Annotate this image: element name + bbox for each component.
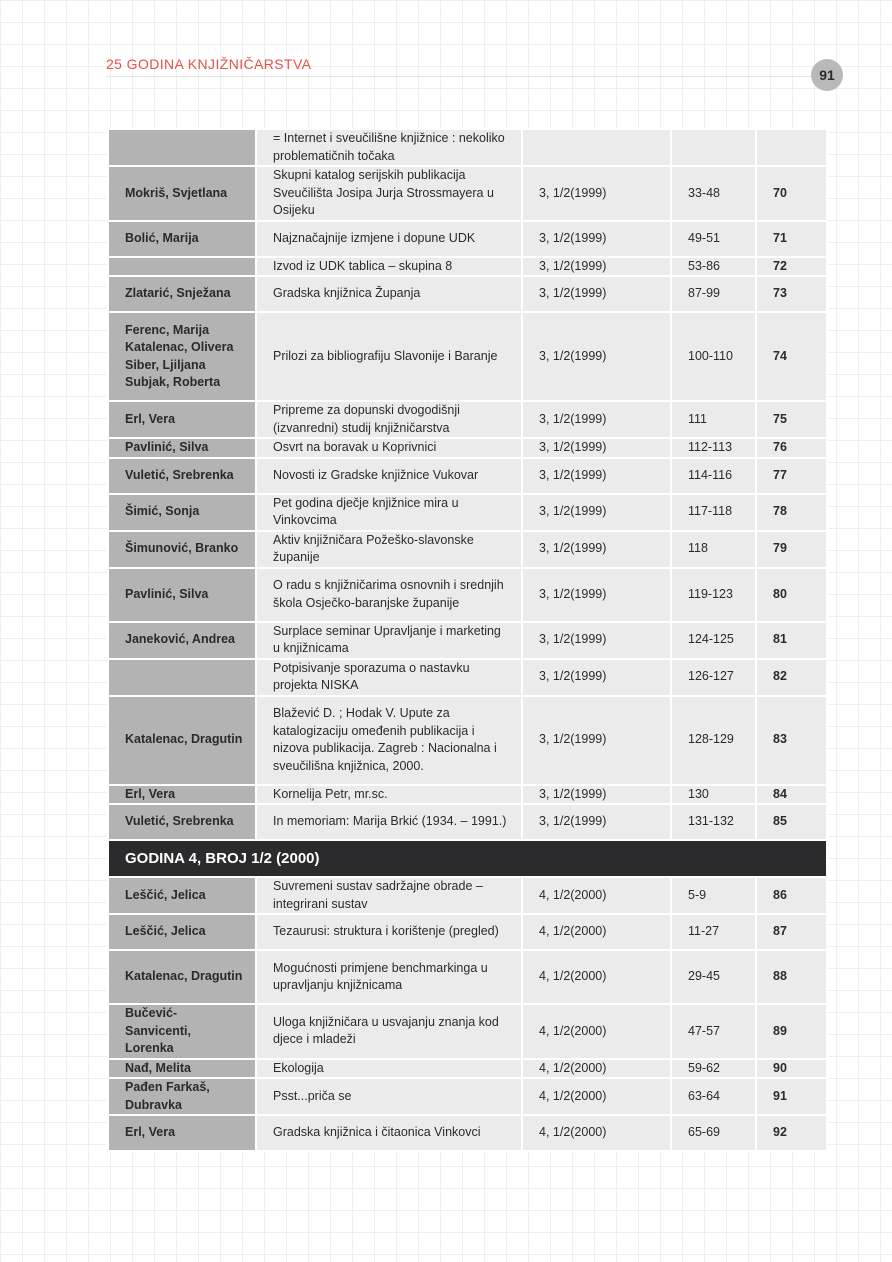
entry-number-cell: 71 xyxy=(756,221,827,257)
table-row xyxy=(108,1059,827,1079)
author-cell: Pavlinić, Silva xyxy=(108,568,256,622)
author-cell: Vuletić, Srebrenka xyxy=(108,804,256,840)
section-header-row xyxy=(108,840,827,877)
issue-cell: 3, 1/2(1999) xyxy=(522,221,671,257)
running-header: 25 GODINA KNJIŽNIČARSTVA xyxy=(106,56,312,72)
author-cell: Bolić, Marija xyxy=(108,221,256,257)
author-cell: Pađen Farkaš, Dubravka xyxy=(108,1078,256,1115)
author-cell: Leščić, Jelica xyxy=(108,914,256,950)
table-row xyxy=(108,438,827,458)
title-cell: Gradska knjižnica i čitaonica Vinkovci xyxy=(256,1115,522,1151)
pages-cell: 131-132 xyxy=(671,804,756,840)
author-cell xyxy=(108,659,256,696)
entry-number-cell: 80 xyxy=(756,568,827,622)
author-cell: Leščić, Jelica xyxy=(108,877,256,914)
pages-cell: 11-27 xyxy=(671,914,756,950)
header-divider xyxy=(106,76,811,77)
author-cell: Mokriš, Svjetlana xyxy=(108,166,256,221)
title-cell: Pripreme za dopunski dvogodišnji (izvanredni) studij knjižničarstva xyxy=(256,401,522,438)
author-cell: Zlatarić, Snježana xyxy=(108,276,256,312)
table-row xyxy=(108,659,827,696)
pages-cell xyxy=(671,129,756,166)
entry-number-cell: 85 xyxy=(756,804,827,840)
author-cell: Katalenac, Dragutin xyxy=(108,950,256,1004)
title-cell: Blažević D. ; Hodak V. Upute za katalogizaciju omeđenih publikacija i nizova publikacija. Zagreb : Nacionalna i sveučilišna knjižnica, 2000. xyxy=(256,696,522,785)
entry-number-cell xyxy=(756,129,827,166)
entry-number-cell: 76 xyxy=(756,438,827,458)
issue-cell: 3, 1/2(1999) xyxy=(522,494,671,531)
title-cell: Osvrt na boravak u Koprivnici xyxy=(256,438,522,458)
pages-cell: 111 xyxy=(671,401,756,438)
table-row xyxy=(108,696,827,785)
entry-number-cell: 86 xyxy=(756,877,827,914)
title-cell: Skupni katalog serijskih publikacija Sveučilišta Josipa Jurja Strossmayera u Osijeku xyxy=(256,166,522,221)
table-row xyxy=(108,531,827,568)
table-row xyxy=(108,257,827,277)
entry-number-cell: 79 xyxy=(756,531,827,568)
issue-cell: 3, 1/2(1999) xyxy=(522,568,671,622)
pages-cell: 128-129 xyxy=(671,696,756,785)
pages-cell: 117-118 xyxy=(671,494,756,531)
author-cell: Bučević-Sanvicenti, Lorenka xyxy=(108,1004,256,1059)
pages-cell: 112-113 xyxy=(671,438,756,458)
author-cell: Šimić, Sonja xyxy=(108,494,256,531)
issue-cell: 3, 1/2(1999) xyxy=(522,166,671,221)
pages-cell: 118 xyxy=(671,531,756,568)
page-number-badge: 91 xyxy=(811,59,843,91)
entry-number-cell: 78 xyxy=(756,494,827,531)
issue-cell: 3, 1/2(1999) xyxy=(522,804,671,840)
entry-number-cell: 91 xyxy=(756,1078,827,1115)
pages-cell: 100-110 xyxy=(671,312,756,401)
entry-number-cell: 88 xyxy=(756,950,827,1004)
title-cell: Suvremeni sustav sadržajne obrade – integrirani sustav xyxy=(256,877,522,914)
issue-cell: 4, 1/2(2000) xyxy=(522,1115,671,1151)
author-cell: Nađ, Melita xyxy=(108,1059,256,1079)
entry-number-cell: 74 xyxy=(756,312,827,401)
pages-cell: 33-48 xyxy=(671,166,756,221)
entry-number-cell: 75 xyxy=(756,401,827,438)
title-cell: Uloga knjižničara u usvajanju znanja kod djece i mladeži xyxy=(256,1004,522,1059)
issue-cell: 3, 1/2(1999) xyxy=(522,785,671,805)
title-cell: In memoriam: Marija Brkić (1934. – 1991.) xyxy=(256,804,522,840)
title-cell: Ekologija xyxy=(256,1059,522,1079)
pages-cell: 119-123 xyxy=(671,568,756,622)
pages-cell: 130 xyxy=(671,785,756,805)
issue-cell xyxy=(522,129,671,166)
table-row xyxy=(108,458,827,494)
entry-number-cell: 72 xyxy=(756,257,827,277)
pages-cell: 29-45 xyxy=(671,950,756,1004)
bibliography-table xyxy=(107,128,828,1152)
entry-number-cell: 84 xyxy=(756,785,827,805)
issue-cell: 4, 1/2(2000) xyxy=(522,1059,671,1079)
author-cell xyxy=(108,257,256,277)
bibliography-table-body xyxy=(108,129,827,1151)
section-heading: GODINA 4, BROJ 1/2 (2000) xyxy=(108,840,827,877)
title-cell: Psst...priča se xyxy=(256,1078,522,1115)
entry-number-cell: 73 xyxy=(756,276,827,312)
author-cell: Ferenc, Marija Katalenac, Olivera Siber, Ljiljana Subjak, Roberta xyxy=(108,312,256,401)
issue-cell: 3, 1/2(1999) xyxy=(522,312,671,401)
pages-cell: 124-125 xyxy=(671,622,756,659)
table-row xyxy=(108,568,827,622)
issue-cell: 3, 1/2(1999) xyxy=(522,696,671,785)
title-cell: Mogućnosti primjene benchmarkinga u upravljanju knjižnicama xyxy=(256,950,522,1004)
pages-cell: 49-51 xyxy=(671,221,756,257)
table-row xyxy=(108,1115,827,1151)
author-cell: Erl, Vera xyxy=(108,1115,256,1151)
table-row xyxy=(108,877,827,914)
entry-number-cell: 77 xyxy=(756,458,827,494)
pages-cell: 53-86 xyxy=(671,257,756,277)
author-cell: Erl, Vera xyxy=(108,785,256,805)
title-cell: O radu s knjižničarima osnovnih i srednjih škola Osječko-baranjske županije xyxy=(256,568,522,622)
table-row xyxy=(108,622,827,659)
table-row xyxy=(108,1004,827,1059)
author-cell: Šimunović, Branko xyxy=(108,531,256,568)
pages-cell: 5-9 xyxy=(671,877,756,914)
entry-number-cell: 87 xyxy=(756,914,827,950)
table-row xyxy=(108,785,827,805)
pages-cell: 63-64 xyxy=(671,1078,756,1115)
pages-cell: 87-99 xyxy=(671,276,756,312)
issue-cell: 3, 1/2(1999) xyxy=(522,276,671,312)
issue-cell: 4, 1/2(2000) xyxy=(522,950,671,1004)
title-cell: Kornelija Petr, mr.sc. xyxy=(256,785,522,805)
author-cell: Erl, Vera xyxy=(108,401,256,438)
table-row xyxy=(108,276,827,312)
author-cell: Katalenac, Dragutin xyxy=(108,696,256,785)
issue-cell: 3, 1/2(1999) xyxy=(522,458,671,494)
entry-number-cell: 92 xyxy=(756,1115,827,1151)
table-row xyxy=(108,166,827,221)
entry-number-cell: 70 xyxy=(756,166,827,221)
table-row xyxy=(108,914,827,950)
entry-number-cell: 81 xyxy=(756,622,827,659)
title-cell: Prilozi za bibliografiju Slavonije i Baranje xyxy=(256,312,522,401)
table-row xyxy=(108,804,827,840)
title-cell: Aktiv knjižničara Požeško-slavonske županije xyxy=(256,531,522,568)
table-row xyxy=(108,129,827,166)
title-cell: Surplace seminar Upravljanje i marketing u knjižnicama xyxy=(256,622,522,659)
issue-cell: 3, 1/2(1999) xyxy=(522,257,671,277)
title-cell: Gradska knjižnica Županja xyxy=(256,276,522,312)
pages-cell: 59-62 xyxy=(671,1059,756,1079)
issue-cell: 4, 1/2(2000) xyxy=(522,1078,671,1115)
entry-number-cell: 83 xyxy=(756,696,827,785)
pages-cell: 126-127 xyxy=(671,659,756,696)
table-row xyxy=(108,221,827,257)
title-cell: Najznačajnije izmjene i dopune UDK xyxy=(256,221,522,257)
title-cell: Potpisivanje sporazuma o nastavku projekta NISKA xyxy=(256,659,522,696)
issue-cell: 4, 1/2(2000) xyxy=(522,1004,671,1059)
table-row xyxy=(108,312,827,401)
entry-number-cell: 89 xyxy=(756,1004,827,1059)
table-row xyxy=(108,1078,827,1115)
table-row xyxy=(108,401,827,438)
issue-cell: 4, 1/2(2000) xyxy=(522,914,671,950)
pages-cell: 114-116 xyxy=(671,458,756,494)
table-row xyxy=(108,950,827,1004)
title-cell: Tezaurusi: struktura i korištenje (pregled) xyxy=(256,914,522,950)
issue-cell: 3, 1/2(1999) xyxy=(522,438,671,458)
author-cell: Pavlinić, Silva xyxy=(108,438,256,458)
title-cell: Izvod iz UDK tablica – skupina 8 xyxy=(256,257,522,277)
title-cell: Novosti iz Gradske knjižnice Vukovar xyxy=(256,458,522,494)
issue-cell: 3, 1/2(1999) xyxy=(522,622,671,659)
issue-cell: 3, 1/2(1999) xyxy=(522,659,671,696)
pages-cell: 47-57 xyxy=(671,1004,756,1059)
entry-number-cell: 90 xyxy=(756,1059,827,1079)
author-cell: Vuletić, Srebrenka xyxy=(108,458,256,494)
issue-cell: 4, 1/2(2000) xyxy=(522,877,671,914)
author-cell: Janeković, Andrea xyxy=(108,622,256,659)
issue-cell: 3, 1/2(1999) xyxy=(522,531,671,568)
title-cell: = Internet i sveučilišne knjižnice : nekoliko problematičnih točaka xyxy=(256,129,522,166)
issue-cell: 3, 1/2(1999) xyxy=(522,401,671,438)
author-cell xyxy=(108,129,256,166)
title-cell: Pet godina dječje knjižnice mira u Vinkovcima xyxy=(256,494,522,531)
entry-number-cell: 82 xyxy=(756,659,827,696)
pages-cell: 65-69 xyxy=(671,1115,756,1151)
table-row xyxy=(108,494,827,531)
